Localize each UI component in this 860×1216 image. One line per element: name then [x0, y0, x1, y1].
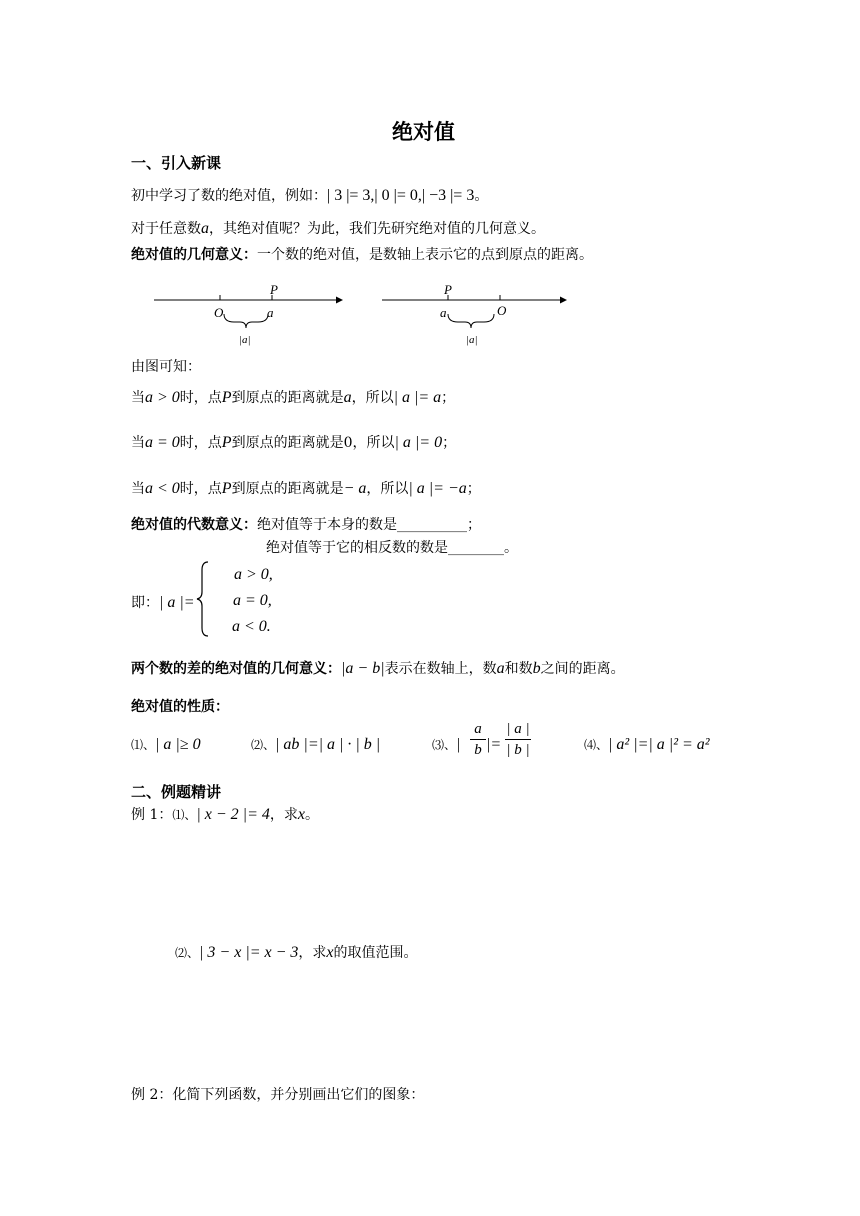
- case-text: 当: [131, 481, 145, 497]
- example-var: x: [297, 806, 305, 823]
- frac-denominator: | b |: [506, 742, 530, 758]
- property-number: ⑵、: [251, 738, 276, 752]
- property-math: | a² |=| a |² = a²: [608, 736, 710, 753]
- piecewise-lhs: [131, 592, 195, 612]
- case-text: 当: [131, 390, 145, 406]
- piecewise-abs: | a |=: [159, 594, 195, 611]
- case-point: P: [221, 389, 232, 406]
- property-number: ⑷、: [584, 738, 609, 752]
- geo-label: 绝对值的几何意义：: [131, 247, 257, 263]
- piecewise-brace: [196, 560, 212, 638]
- diff-math: |a − b|: [341, 660, 385, 677]
- left-label-abs: |a|: [239, 334, 251, 346]
- diff-meaning-line: [131, 658, 625, 678]
- case-point: P: [221, 480, 232, 497]
- property-math: | ab |=| a | · | b |: [275, 736, 381, 753]
- question-var: a: [201, 220, 209, 237]
- question-prefix: 对于任意数: [131, 221, 201, 237]
- number-line-left: [154, 282, 343, 346]
- left-label-p: P: [270, 282, 278, 297]
- case-text: ，所以: [352, 435, 395, 451]
- alg-meaning-line: [131, 514, 481, 534]
- part-number: ⑴、: [172, 808, 197, 822]
- frac-a-block: [470, 720, 486, 759]
- case-result: | a |= −a: [408, 480, 467, 497]
- property-2: [251, 736, 380, 754]
- example-var: x: [326, 944, 334, 961]
- right-label-abs: |a|: [466, 334, 478, 346]
- diff-text: 和数: [504, 661, 533, 677]
- case-text: 当: [131, 435, 145, 451]
- part-number: ⑵、: [175, 946, 200, 960]
- case-result: | a |= a: [393, 389, 442, 406]
- case-text: 到原点的距离就是: [231, 390, 344, 406]
- geo-text: 一个数的绝对值，是数轴上表示它的点到原点的距离。: [257, 247, 593, 263]
- example-1-part-2: [175, 942, 418, 962]
- question-line: [131, 218, 545, 238]
- intro-math: | 3 |= 3,| 0 |= 0,| −3 |= 3: [327, 187, 475, 204]
- right-label-o: O: [497, 303, 507, 318]
- frac-numerator: | a |: [506, 721, 530, 737]
- diff-label: 两个数的差的绝对值的几何意义：: [131, 661, 341, 677]
- section-heading-2: 二、例题精讲: [131, 783, 222, 801]
- case-text: ；: [442, 435, 457, 451]
- frac-denominator: b: [474, 742, 482, 758]
- page-title: 绝对值: [392, 120, 455, 144]
- case-text: 到原点的距离就是: [231, 435, 344, 451]
- example-2: [131, 1084, 424, 1104]
- example-1-label: 例 1：: [131, 807, 173, 823]
- section-heading-1: 一、引入新课: [131, 154, 222, 172]
- example-2-text: 化简下列函数，并分别画出它们的图象：: [172, 1087, 425, 1103]
- frac-equals: |=: [486, 736, 502, 753]
- example-2-label: 例 2：: [131, 1087, 173, 1103]
- case-text: ；: [466, 481, 481, 497]
- case-text: ；: [441, 390, 456, 406]
- example-text: ，求: [269, 807, 298, 823]
- question-suffix: ，其绝对值呢？为此，我们先研究绝对值的几何意义。: [209, 221, 545, 237]
- case-value: − a: [343, 480, 367, 497]
- case-zero: [131, 432, 456, 452]
- alg-line-2: 绝对值等于它的相反数的数是________。: [266, 540, 518, 556]
- property-3: [432, 736, 460, 754]
- example-text: 。: [304, 807, 319, 823]
- example-math: | 3 − x |= x − 3: [199, 944, 299, 961]
- property-4: [584, 736, 710, 754]
- case-condition: a > 0: [145, 389, 180, 406]
- left-label-a: a: [267, 305, 274, 320]
- piecewise-cond-3: a < 0.: [232, 618, 271, 635]
- piecewise-cond-1: a > 0,: [234, 566, 273, 583]
- alg-label: 绝对值的代数意义：: [131, 517, 257, 533]
- case-text: 时，点: [179, 390, 222, 406]
- case-point: P: [221, 434, 232, 451]
- case-negative: [131, 478, 481, 498]
- diff-var-b: b: [532, 660, 541, 677]
- frac-numerator: a: [474, 721, 482, 737]
- property-math: | a |≥ 0: [155, 736, 201, 753]
- case-text: ，所以: [351, 390, 394, 406]
- case-text: ，所以: [366, 481, 409, 497]
- case-result: | a |= 0: [394, 434, 443, 451]
- case-positive: [131, 387, 455, 407]
- intro-line: [131, 185, 488, 205]
- case-text: 时，点: [179, 435, 222, 451]
- left-label-o: O: [214, 305, 224, 320]
- case-value: 0: [343, 435, 353, 451]
- property-number: ⑶、: [432, 738, 457, 752]
- property-1: [131, 736, 201, 754]
- case-value: a: [343, 389, 352, 406]
- example-text: ，求: [298, 945, 327, 961]
- diff-text: 之间的距离。: [540, 661, 625, 677]
- geo-meaning-line: [131, 244, 593, 264]
- example-1-part-1: [131, 804, 319, 824]
- diff-text: 表示在数轴上，数: [384, 661, 497, 677]
- frac-abs-block: [505, 720, 531, 759]
- alg-line-1: 绝对值等于本身的数是__________；: [257, 517, 481, 533]
- piecewise-prefix: 即：: [131, 595, 159, 611]
- case-condition: a < 0: [145, 480, 180, 497]
- diff-var-a: a: [496, 660, 505, 677]
- case-text: 时，点: [179, 481, 222, 497]
- properties-label: 绝对值的性质：: [131, 699, 229, 715]
- right-label-p: P: [444, 282, 452, 297]
- number-line-diagrams: [140, 280, 580, 350]
- piecewise-cond-2: a = 0,: [233, 592, 272, 609]
- property-number: ⑴、: [131, 738, 156, 752]
- property-math: |: [456, 736, 461, 753]
- right-label-a: a: [440, 305, 447, 320]
- number-line-right: [382, 282, 567, 346]
- intro-suffix: 。: [474, 188, 489, 204]
- intro-prefix: 初中学习了数的绝对值，例如：: [131, 188, 327, 204]
- example-text: 的取值范围。: [333, 945, 418, 961]
- case-text: 到原点的距离就是: [231, 481, 344, 497]
- from-figure-line: 由图可知：: [131, 359, 201, 375]
- example-math: | x − 2 |= 4: [196, 806, 270, 823]
- case-condition: a = 0: [145, 434, 180, 451]
